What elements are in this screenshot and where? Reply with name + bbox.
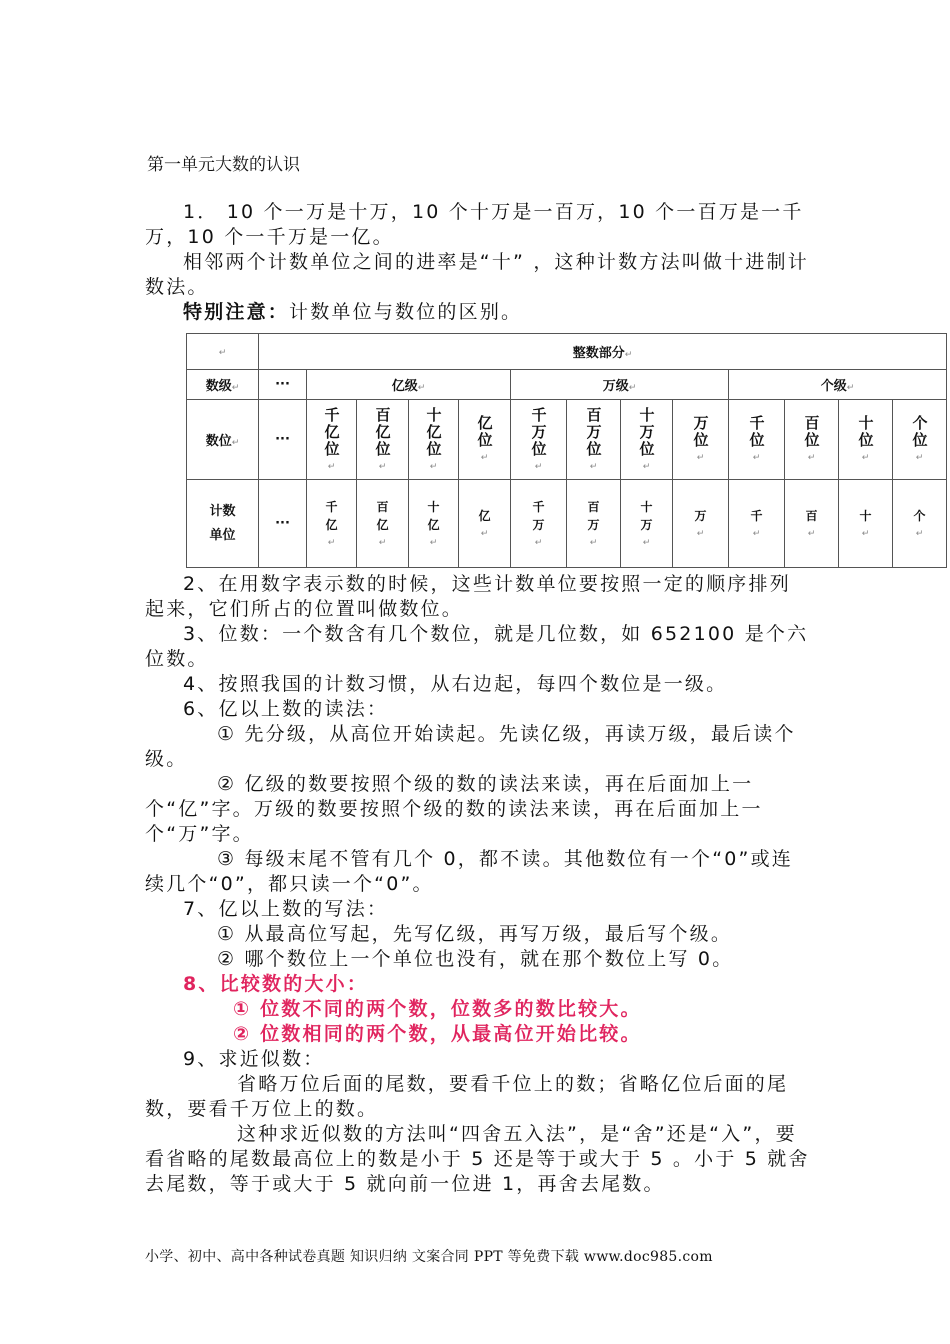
special-note-label: 特别注意： <box>183 301 290 323</box>
place-cell: 个位 ↵ <box>893 400 947 480</box>
paragraph-4: 2、在用数字表示数的时候，这些计数单位要按照一定的顺序排列起来，它们所占的位置叫做数位。 <box>145 573 791 620</box>
paragraph-5: 3、位数：一个数含有几个数位，就是几位数，如 652100 是个六位数。 <box>145 623 809 670</box>
place-cell: 千万位 ↵ <box>511 400 567 480</box>
paragraph-10: 9、求近似数： <box>183 1048 325 1070</box>
paragraph-8: 7、亿以上数的写法： <box>183 898 389 920</box>
place-cell: 百位 ↵ <box>785 400 839 480</box>
level-yi: 亿级↵ <box>307 370 511 400</box>
paragraph-2: 相邻两个计数单位之间的进率是“十” ，这种计数方法叫做十进制计数法。 <box>145 251 809 298</box>
place-cell: 万位 ↵ <box>673 400 729 480</box>
unit-cell: 百 ↵ <box>785 480 839 568</box>
paragraph-7c: ③ 每级末尾不管有几个 0，都不读。其他数位有一个“0”或连续几个“0”，都只读一个“0”。 <box>145 848 793 895</box>
paragraph-8a: ① 从最高位写起，先写亿级，再写万级，最后写个级。 <box>217 923 733 945</box>
ellipsis-cell: ··· <box>259 370 307 400</box>
row-label-jishu: 计数单位 <box>187 480 259 568</box>
paragraph-10b: 这种求近似数的方法叫“四舍五入法”，是“舍”还是“入”，要看省略的尾数最高位上的数是小于 5 还是等于或大于 5 。小于 5 就舍去尾数，等于或大于 5 就向前一位进 1，再舍去尾数。 <box>145 1123 810 1195</box>
place-cell: 十位 ↵ <box>839 400 893 480</box>
row-label-shuwei: 数位↵ <box>187 400 259 480</box>
paragraph-9: 8、比较数的大小： <box>183 973 369 995</box>
place-cell: 百万位 ↵ <box>567 400 621 480</box>
unit-cell: 十 ↵ <box>839 480 893 568</box>
paragraph-6: 4、按照我国的计数习惯，从右边起，每四个数位是一级。 <box>183 673 728 695</box>
paragraph-7b: ② 亿级的数要按照个级的数的读法来读，再在后面加上一个“亿”字。万级的数要按照个级的数的读法来读，再在后面加上一个“万”字。 <box>145 773 763 845</box>
unit-cell: 亿 ↵ <box>459 480 511 568</box>
paragraph-1: 1． 10 个一万是十万，10 个十万是一百万，10 个一百万是一千万，10 个一千万是一亿。 <box>145 201 804 248</box>
unit-cell: 千亿 ↵ <box>307 480 357 568</box>
ellipsis-cell: ··· <box>259 400 307 480</box>
unit-cell: 千万 ↵ <box>511 480 567 568</box>
paragraph-8b: ② 哪个数位上一个单位也没有，就在那个数位上写 0。 <box>217 948 734 970</box>
unit-cell: 百万 ↵ <box>567 480 621 568</box>
unit-cell: 千 ↵ <box>729 480 785 568</box>
unit-cell: 个 ↵ <box>893 480 947 568</box>
paragraph-9b: ② 位数相同的两个数，从最高位开始比较。 <box>233 1023 642 1045</box>
unit-cell: 万 ↵ <box>673 480 729 568</box>
place-cell: 亿位 ↵ <box>459 400 511 480</box>
paragraph-7a: ① 先分级，从高位开始读起。先读亿级，再读万级，最后读个级。 <box>145 723 796 770</box>
place-cell: 十万位 ↵ <box>621 400 673 480</box>
level-wan: 万级↵ <box>511 370 729 400</box>
table-header: 整数部分↵ <box>259 334 947 370</box>
place-cell: 千亿位 ↵ <box>307 400 357 480</box>
level-ge: 个级↵ <box>729 370 947 400</box>
ellipsis-cell: ··· <box>259 480 307 568</box>
paragraph-10a: 省略万位后面的尾数，要看千位上的数；省略亿位后面的尾数，要看千万位上的数。 <box>145 1073 789 1120</box>
unit-cell: 十万 ↵ <box>621 480 673 568</box>
place-cell: 千位 ↵ <box>729 400 785 480</box>
table-corner-cell: ↵ <box>187 334 259 370</box>
place-cell: 十亿位 ↵ <box>409 400 459 480</box>
paragraph-3 <box>183 300 522 325</box>
place-cell: 百亿位 ↵ <box>357 400 409 480</box>
paragraph-7: 6、亿以上数的读法： <box>183 698 389 720</box>
unit-cell: 十亿 ↵ <box>409 480 459 568</box>
row-label-shuji: 数级↵ <box>187 370 259 400</box>
page-title: 第一单元大数的认识 <box>147 155 300 175</box>
unit-cell: 百亿 ↵ <box>357 480 409 568</box>
page-footer: 小学、初中、高中各种试卷真题 知识归纳 文案合同 PPT 等免费下载 www.doc985.com <box>145 1249 713 1265</box>
paragraph-9a: ① 位数不同的两个数，位数多的数比较大。 <box>233 998 642 1020</box>
place-value-table <box>186 333 947 568</box>
special-note-text: 计数单位与数位的区别。 <box>289 301 523 323</box>
